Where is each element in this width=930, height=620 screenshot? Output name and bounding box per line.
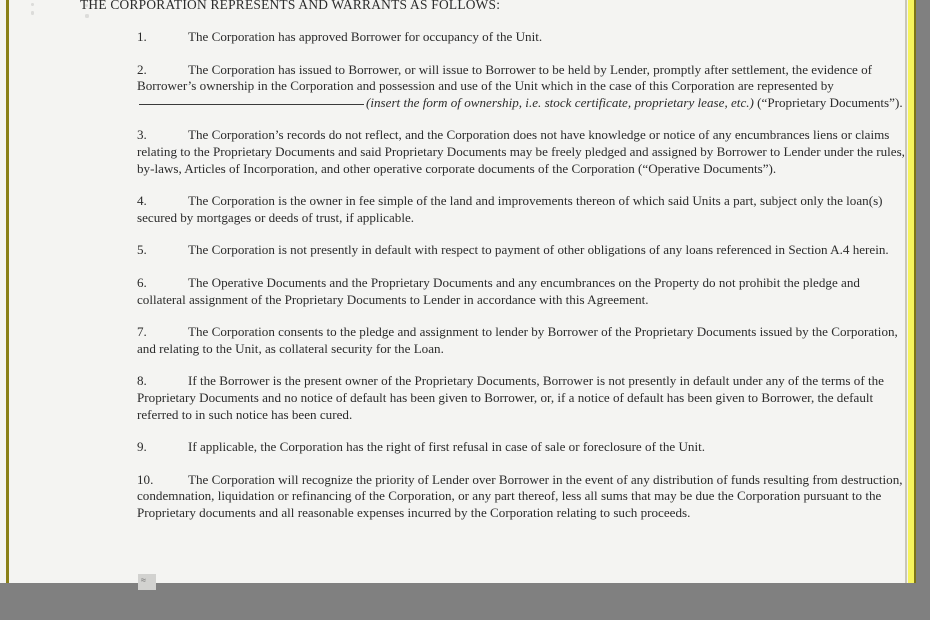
clause-text: If applicable, the Corporation has the right of first refusal in case of sale or foreclosure of the Unit. [188,439,706,455]
clause-6 [137,275,905,308]
clause-8 [137,373,905,423]
clause-number: 10. [137,471,154,487]
clause-text: The Operative Documents and the Proprietary Documents and any encumbrances on the Property do not prohibit the pledge and collateral assignment of the Proprietary Documents to Lender in accordance with this Agreement. [137,274,860,307]
clause-number: 5. [137,242,147,258]
clause-1 [137,29,905,46]
fill-in-blank[interactable] [139,104,364,105]
clause-text: The Corporation consents to the pledge and assignment to lender by Borrower of the Proprietary Documents issued by the Corporation, and relating to the Unit, as collateral security for the Loan. [137,324,898,356]
clause-number: 6. [137,274,147,290]
clause-number: 2. [137,61,147,77]
scan-edge-right-inner [905,0,907,583]
clause-italic-note: (insert the form of ownership, i.e. stock certificate, proprietary lease, etc.) [366,94,754,110]
clause-5 [137,242,905,259]
clause-text-after-blank: (“Proprietary Documents”). [753,94,903,110]
clause-3 [137,127,905,177]
document-body [80,0,905,521]
text-cursor-handle[interactable] [138,574,156,590]
clause-number: 1. [137,29,147,44]
clause-9 [137,439,905,456]
cursor-handle-glyph: ≈ [141,575,146,585]
clause-text: If the Borrower is the present owner of the Proprietary Documents, Borrower is not presently in default under any of the terms of the Proprietary Documents and no notice of default has been given to Borrower, or, if a notice of default has been given to Borrower, the default referred to in such notice has been cured. [137,373,884,422]
scan-speck [31,3,34,6]
scan-edge-left [6,0,9,583]
clause-text-before-blank: The Corporation has issued to Borrower, or will issue to Borrower to be held by Lender, promptly after settlement, the evidence of Borrower’s ownership in the Corporation and possession and use of the Unit which in the case of this Corporation are represented by [137,61,873,94]
clause-text: The Corporation has approved Borrower for occupancy of the Unit. [188,29,543,44]
clause-text: The Corporation is the owner in fee simple of the land and improvements thereon of which said Units a part, subject only the loan(s) secured by mortgages or deeds of trust, if applicable. [137,193,883,225]
page-title: THE CORPORATION REPRESENTS AND WARRANTS AS FOLLOWS: [80,0,501,12]
scan-speck [31,11,34,15]
clause-number: 8. [137,373,147,389]
clause-text: The Corporation is not presently in default with respect to payment of other obligations of any loans referenced in Section A.4 herein. [188,242,889,258]
clause-number: 4. [137,193,147,209]
clause-2 [137,62,905,112]
clause-number: 3. [137,127,147,143]
clause-4 [137,193,905,226]
clause-7 [137,324,905,357]
clause-10 [137,472,905,522]
clause-number: 7. [137,324,147,340]
viewer-right-gutter [916,0,930,583]
clause-text: The Corporation will recognize the priority of Lender over Borrower in the event of any distribution of funds resulting from destruction, condemnation, liquidation or refinancing of the Corporation, or any part thereof, less all sums that may be due the Corporation pursuant to the Proprietary documents and all reasonable expenses incurred by the Corporation relating to such proceeds. [137,471,903,520]
clause-number: 9. [137,439,147,455]
clause-text: The Corporation’s records do not reflect, and the Corporation does not have knowledge or notice of any encumbrances liens or claims relating to the Proprietary Documents and said Proprietary Documents may be freely pledged and assigned by Borrower to Lender under the rules, by-laws, Articles of Incorporation, and other operative corporate documents of the Corporation (“Operative Documents”). [137,127,905,176]
